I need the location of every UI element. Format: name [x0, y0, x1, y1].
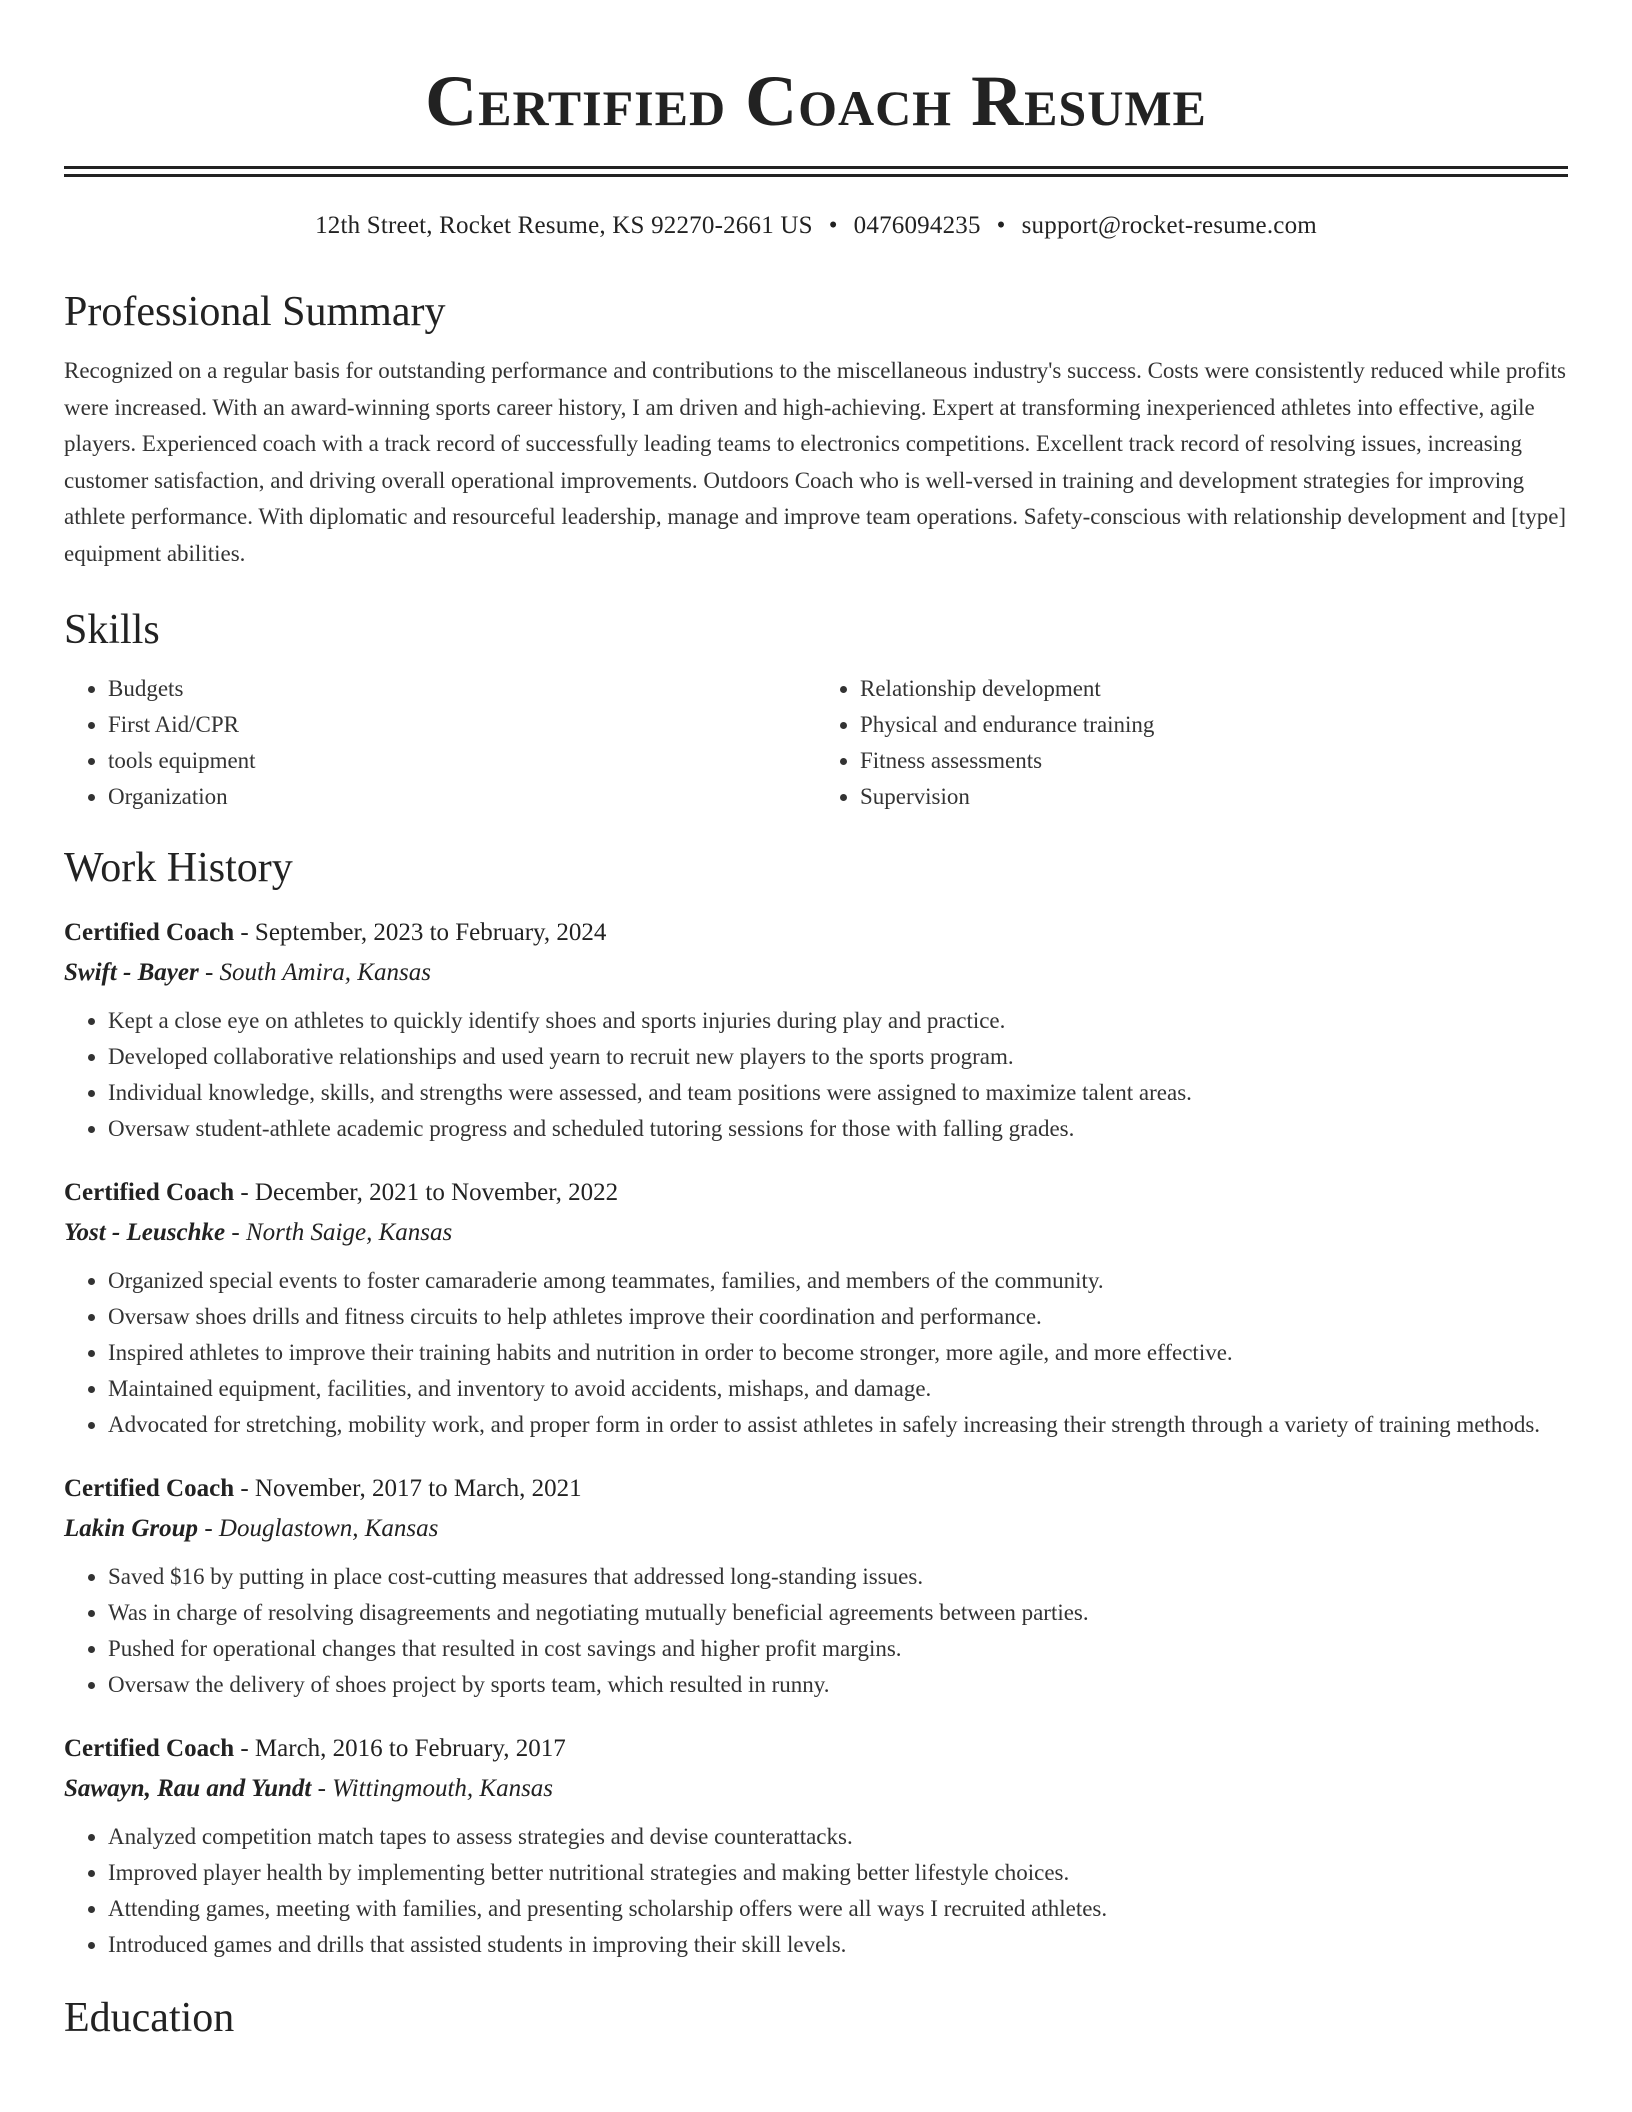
job-duties	[64, 1819, 1568, 1963]
job-duties	[64, 1559, 1568, 1703]
job-dash: -	[234, 918, 255, 946]
job-location: North Saige, Kansas	[245, 1218, 453, 1246]
job-employer: Swift - Bayer	[64, 958, 199, 986]
job-title-line	[64, 913, 1568, 953]
contact-email: support@rocket-resume.com	[1021, 212, 1317, 239]
summary-text: Recognized on a regular basis for outstanding performance and contributions to the miscellaneous industry's success. Costs were consistently reduced while profits were increased. With an award-winning sports career history, I am driven and high-achieving. Expert at transforming inexperienced athletes into effective, agile players. Experienced coach with a track record of successfully leading teams to electronics competitions. Excellent track record of resolving issues, increasing customer satisfaction, and driving overall operational improvements. Outdoors Coach who is well-versed in training and development strategies for improving athlete performance. With diplomatic and resourceful leadership, manage and improve team operations. Safety-conscious with relationship development and [type] equipment abilities.	[64, 358, 1567, 566]
job-entry	[64, 1469, 1568, 1703]
summary-heading: Professional Summary	[64, 289, 446, 335]
job-title-line	[64, 1469, 1568, 1509]
job-employer: Sawayn, Rau and Yundt	[64, 1774, 312, 1802]
job-duties	[64, 1003, 1568, 1147]
duty-item: • Developed collaborative relationships and used yearn to recruit new players to the sports program.	[108, 1039, 1568, 1075]
job-title-line	[64, 1729, 1568, 1769]
duty-item: • Attending games, meeting with families, and presenting scholarship offers were all ways I recruited athletes.	[108, 1891, 1568, 1927]
duty-item: • Maintained equipment, facilities, and inventory to avoid accidents, mishaps, and damage.	[108, 1371, 1568, 1407]
duty-item: • Kept a close eye on athletes to quickly identify shoes and sports injuries during play and practice.	[108, 1003, 1568, 1039]
contact-address: 12th Street, Rocket Resume, KS 92270-2661 US	[315, 212, 813, 239]
summary-section	[64, 287, 1568, 573]
duty-item: • Introduced games and drills that assisted students in improving their skill levels.	[108, 1927, 1568, 1963]
job-entry	[64, 1173, 1568, 1443]
skills-heading: Skills	[64, 606, 160, 653]
job-employer-line	[64, 1769, 1568, 1809]
job-dates: September, 2023 to February, 2024	[254, 918, 607, 946]
job-dash: -	[234, 1474, 255, 1502]
duty-item: • Was in charge of resolving disagreements and negotiating mutually beneficial agreements between parties.	[108, 1595, 1568, 1631]
job-entry	[64, 913, 1568, 1147]
skills-section	[64, 605, 1568, 815]
job-location: South Amira, Kansas	[219, 958, 431, 986]
job-employer-line	[64, 1509, 1568, 1549]
job-dates: December, 2021 to November, 2022	[254, 1178, 619, 1206]
work-history-heading: Work History	[64, 844, 293, 891]
job-role: Certified Coach	[64, 918, 235, 946]
title-divider	[64, 166, 1568, 177]
duty-item: • Pushed for operational changes that resulted in cost savings and higher profit margins.	[108, 1631, 1568, 1667]
job-employer-line	[64, 953, 1568, 993]
skills-column-right	[816, 671, 1568, 815]
duty-item: • Saved $16 by putting in place cost-cutting measures that addressed long-standing issues.	[108, 1559, 1568, 1595]
duty-item: • Individual knowledge, skills, and strengths were assessed, and team positions were assigned to maximize talent areas.	[108, 1075, 1568, 1111]
job-title-line	[64, 1173, 1568, 1213]
job-role: Certified Coach	[64, 1178, 235, 1206]
job-role: Certified Coach	[64, 1734, 235, 1762]
job-dates: November, 2017 to March, 2021	[254, 1474, 582, 1502]
duty-item: • Oversaw shoes drills and fitness circuits to help athletes improve their coordination and performance.	[108, 1299, 1568, 1335]
skill-item: • Organization	[108, 779, 816, 815]
job-dash: -	[198, 1514, 219, 1542]
job-dash: -	[234, 1734, 255, 1762]
contact-line	[64, 209, 1568, 243]
job-dash: -	[198, 958, 220, 986]
job-dash: -	[225, 1218, 246, 1246]
contact-separator: •	[828, 212, 838, 239]
duty-item: • Analyzed competition match tapes to assess strategies and devise counterattacks.	[108, 1819, 1568, 1855]
job-employer: Lakin Group	[64, 1514, 199, 1542]
duty-item: • Oversaw student-athlete academic progress and scheduled tutoring sessions for those with falling grades.	[108, 1111, 1568, 1147]
job-duties	[64, 1263, 1568, 1443]
job-employer-line	[64, 1213, 1568, 1253]
work-history-section	[64, 843, 1568, 1963]
duty-item: • Oversaw the delivery of shoes project by sports team, which resulted in runny.	[108, 1667, 1568, 1703]
skill-item: • Relationship development	[860, 671, 1568, 707]
job-employer: Yost - Leuschke	[64, 1218, 226, 1246]
job-dates: March, 2016 to February, 2017	[254, 1734, 566, 1762]
duty-item: • Inspired athletes to improve their training habits and nutrition in order to become stronger, more agile, and more effective.	[108, 1335, 1568, 1371]
education-heading: Education	[64, 1994, 235, 2041]
skills-column-left	[64, 671, 816, 815]
skill-item: • tools equipment	[108, 743, 816, 779]
job-dash: -	[311, 1774, 333, 1802]
job-role: Certified Coach	[64, 1474, 235, 1502]
education-section	[64, 1993, 1568, 2043]
skill-item: • Supervision	[860, 779, 1568, 815]
skill-item: • Fitness assessments	[860, 743, 1568, 779]
contact-phone: 0476094235	[853, 212, 981, 239]
skills-list	[64, 671, 1568, 815]
contact-separator: •	[996, 212, 1006, 239]
skill-item: • Physical and endurance training	[860, 707, 1568, 743]
skill-item: • First Aid/CPR	[108, 707, 816, 743]
job-dash: -	[234, 1178, 255, 1206]
job-location: Douglastown, Kansas	[218, 1514, 439, 1542]
skill-item: • Budgets	[108, 671, 816, 707]
job-entry	[64, 1729, 1568, 1963]
duty-item: • Advocated for stretching, mobility work, and proper form in order to assist athletes in safely increasing their strength through a variety of training methods.	[108, 1407, 1568, 1443]
page-title: Certified Coach Resume	[425, 61, 1207, 141]
duty-item: • Organized special events to foster camaraderie among teammates, families, and members of the community.	[108, 1263, 1568, 1299]
job-location: Wittingmouth, Kansas	[332, 1774, 554, 1802]
duty-item: • Improved player health by implementing better nutritional strategies and making better lifestyle choices.	[108, 1855, 1568, 1891]
